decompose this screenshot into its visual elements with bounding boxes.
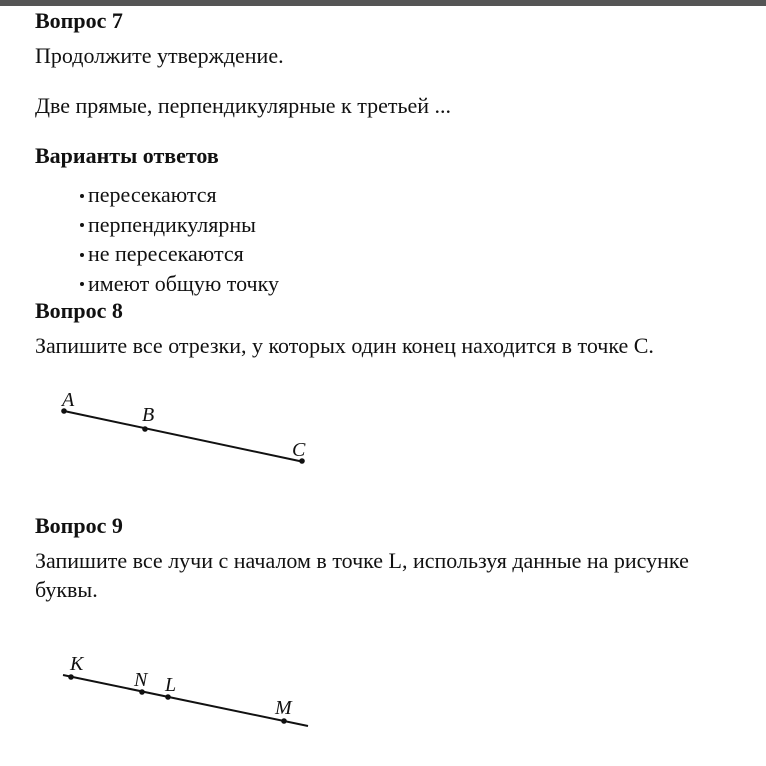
q7-title: Вопрос 7 xyxy=(35,8,123,33)
q7-options-list xyxy=(80,180,279,298)
point-b-label: B xyxy=(142,404,155,426)
point-n-label: N xyxy=(134,669,148,691)
point-c-label: C xyxy=(292,439,306,461)
point-m-dot xyxy=(281,718,287,724)
q7-statement: Две прямые, перпендикулярные к третьей ... xyxy=(35,93,452,118)
option-item[interactable] xyxy=(80,210,279,240)
option-item[interactable] xyxy=(80,180,279,210)
option-label: не пересекаются xyxy=(88,241,244,266)
option-label: имеют общую точку xyxy=(88,270,279,296)
point-l-label: L xyxy=(165,674,177,696)
point-m-label: M xyxy=(275,697,292,719)
q8-text: Запишите все отрезки, у которых один конец находится в точке C. xyxy=(35,333,654,358)
point-b-dot xyxy=(142,426,148,432)
point-k-label: K xyxy=(70,653,84,675)
bullet-icon xyxy=(80,223,84,227)
q9-title: Вопрос 9 xyxy=(35,513,123,538)
bullet-icon xyxy=(80,253,84,257)
q9-ray-figure xyxy=(0,640,400,740)
q7-instruction: Продолжите утверждение. xyxy=(35,43,284,68)
top-bar xyxy=(0,0,766,6)
point-a-label: A xyxy=(62,389,75,411)
bullet-icon xyxy=(80,282,84,286)
option-label: пересекаются xyxy=(88,182,217,207)
q8-title: Вопрос 8 xyxy=(35,298,123,323)
option-item[interactable] xyxy=(80,269,279,299)
segment-line xyxy=(64,411,304,462)
point-k-dot xyxy=(68,674,74,680)
q8-segment-figure xyxy=(0,380,400,480)
ray-line xyxy=(63,675,308,726)
q9-text: Запишите все лучи с началом в точке L, используя данные на рисунке буквы. xyxy=(35,548,689,602)
option-label: перпендикулярны xyxy=(88,211,256,237)
q7-options-header: Варианты ответов xyxy=(35,143,219,168)
bullet-icon xyxy=(80,194,84,198)
option-item[interactable] xyxy=(80,239,279,269)
